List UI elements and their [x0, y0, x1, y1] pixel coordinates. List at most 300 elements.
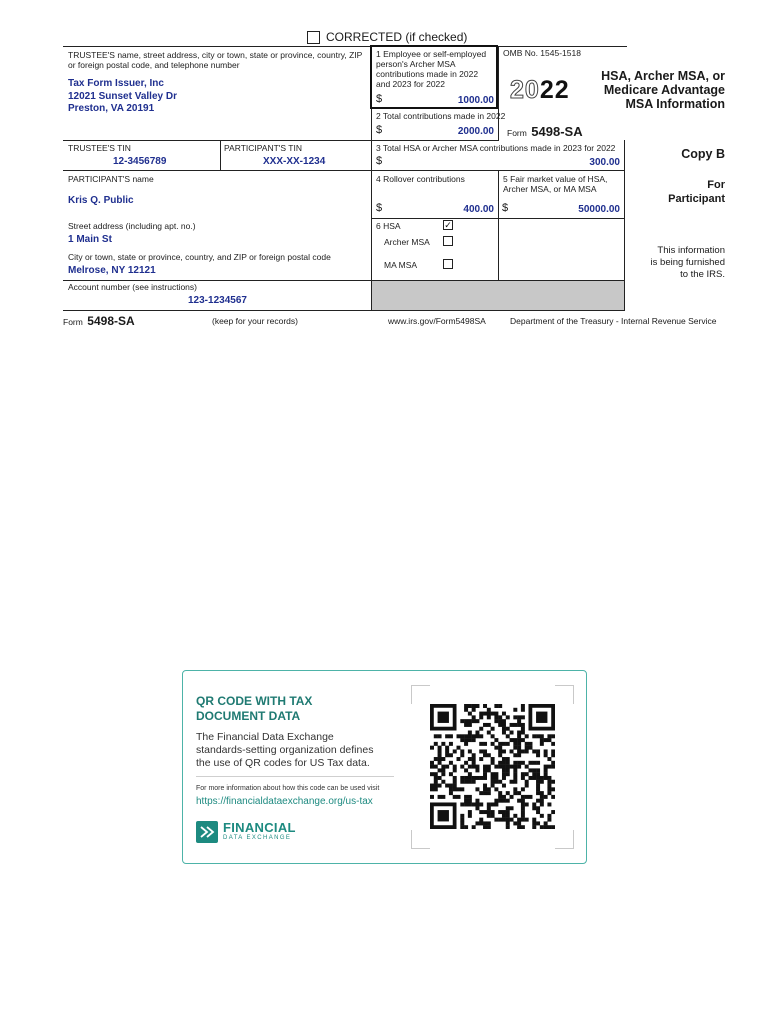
qr-module [453, 780, 457, 784]
qr-module [438, 734, 442, 738]
qr-module [494, 746, 498, 750]
qr-module [453, 765, 457, 769]
qr-module [510, 731, 514, 735]
qr-module [464, 825, 468, 829]
qr-module [498, 765, 502, 769]
box5-dollar: $ [502, 202, 509, 214]
qr-module [483, 723, 487, 727]
qr-module [483, 776, 487, 780]
qr-module [532, 825, 536, 829]
for-participant-label: Participant [668, 193, 725, 205]
box4-value: 400.00 [463, 204, 494, 215]
box6-mamsa-checkbox[interactable] [443, 259, 453, 269]
qr-module [460, 753, 464, 757]
qr-module [464, 719, 468, 723]
footer-form-id [63, 312, 135, 330]
qr-module [491, 772, 495, 776]
qr-module [502, 757, 506, 761]
qr-module [532, 806, 536, 810]
qr-module [464, 742, 468, 746]
qr-module [449, 761, 453, 765]
qr-module [513, 780, 517, 784]
qr-module [551, 765, 555, 769]
qr-module [551, 810, 555, 814]
qr-module [487, 825, 491, 829]
qr-module [491, 742, 495, 746]
qr-module [510, 818, 514, 822]
qr-module [547, 802, 551, 806]
qr-module [468, 704, 472, 708]
qr-module [513, 761, 517, 765]
qr-module [502, 772, 506, 776]
qr-module [483, 791, 487, 795]
shaded-box [372, 281, 624, 310]
qr-module [457, 734, 461, 738]
qr-module [498, 753, 502, 757]
box6-hsa-label: 6 HSA [376, 221, 401, 231]
qr-module [502, 810, 506, 814]
qr-module [472, 765, 476, 769]
qr-module [483, 768, 487, 772]
qr-module [513, 738, 517, 742]
box1-value: 1000.00 [457, 95, 494, 106]
qr-module [438, 768, 442, 772]
qr-module [438, 712, 449, 723]
qr-module [517, 761, 521, 765]
qr-module [460, 802, 464, 806]
furnished-notice [630, 245, 725, 281]
qr-module [525, 734, 529, 738]
qr-module [544, 749, 548, 753]
qr-module [494, 802, 498, 806]
qr-module [472, 708, 476, 712]
qr-module [453, 768, 457, 772]
qr-module [551, 795, 555, 799]
qr-code [430, 704, 555, 829]
qr-module [460, 780, 464, 784]
qr-module [472, 753, 476, 757]
qr-module [521, 818, 525, 822]
qr-module [487, 821, 491, 825]
qr-module [521, 708, 525, 712]
qr-module [491, 776, 495, 780]
qr-module [551, 753, 555, 757]
qr-desc-line1: The Financial Data Exchange [196, 731, 334, 743]
qr-module [536, 821, 540, 825]
qr-module [536, 780, 540, 784]
qr-module [460, 825, 464, 829]
qr-module [460, 765, 464, 769]
qr-frame-corner [411, 830, 430, 849]
qr-module [517, 738, 521, 742]
qr-module [498, 791, 502, 795]
qr-module [517, 734, 521, 738]
qr-module [475, 704, 479, 708]
rule-tin-bottom [63, 170, 625, 171]
qr-module [517, 731, 521, 735]
qr-module [441, 742, 445, 746]
qr-module [441, 772, 445, 776]
qr-module [472, 757, 476, 761]
qr-module [468, 772, 472, 776]
box3-label: 3 Total HSA or Archer MSA contributions made in 2023 for 2022 [376, 143, 616, 153]
qr-module [453, 795, 457, 799]
form-title [588, 69, 725, 111]
qr-module [434, 734, 438, 738]
qr-module [449, 787, 453, 791]
box2-dollar: $ [376, 124, 383, 136]
qr-module [494, 738, 498, 742]
qr-module [498, 715, 502, 719]
qr-module [449, 772, 453, 776]
form-word: Form [507, 128, 527, 138]
qr-module [464, 738, 468, 742]
qr-module [506, 727, 510, 731]
corrected-checkbox[interactable] [307, 31, 320, 44]
tax-year-bold: 22 [539, 76, 570, 104]
qr-module [494, 765, 498, 769]
qr-module [468, 802, 472, 806]
qr-module [506, 818, 510, 822]
qr-card [182, 670, 587, 864]
qr-module [483, 765, 487, 769]
participant-street-label: Street address (including apt. no.) [68, 221, 196, 231]
qr-module [525, 784, 529, 788]
qr-module [460, 776, 464, 780]
qr-module [475, 734, 479, 738]
qr-module [544, 825, 548, 829]
footer-url[interactable]: www.irs.gov/Form5498SA [388, 316, 486, 326]
qr-module [460, 738, 464, 742]
qr-module [479, 715, 483, 719]
qr-module [525, 746, 529, 750]
qr-module [547, 734, 551, 738]
qr-module [510, 780, 514, 784]
qr-module [540, 791, 544, 795]
qr-module [468, 776, 472, 780]
qr-module [491, 727, 495, 731]
qr-module [521, 761, 525, 765]
qr-module [472, 734, 476, 738]
qr-module [441, 768, 445, 772]
qr-module [468, 799, 472, 803]
qr-module [491, 784, 495, 788]
qr-module [513, 776, 517, 780]
qr-module [464, 802, 468, 806]
qr-module [430, 765, 434, 769]
qr-module [498, 780, 502, 784]
box5-value: 50000.00 [578, 204, 620, 215]
qr-module [479, 791, 483, 795]
qr-module [472, 738, 476, 742]
qr-module [506, 715, 510, 719]
trustee-label: TRUSTEE'S name, street address, city or town, state or province, country, ZIP or foreign postal code, and telephone number [68, 50, 363, 70]
copy-label: Copy B [681, 147, 725, 161]
qr-module [521, 814, 525, 818]
footer-form-word: Form [63, 317, 83, 327]
qr-module [517, 749, 521, 753]
qr-module [517, 715, 521, 719]
qr-module [464, 768, 468, 772]
qr-more-info: For more information about how this code can be used visit [196, 785, 380, 792]
qr-module [525, 818, 529, 822]
fdx-logo-icon [196, 821, 218, 843]
qr-module [532, 749, 536, 753]
qr-module [517, 799, 521, 803]
qr-module [468, 749, 472, 753]
qr-module [551, 780, 555, 784]
qr-module [460, 818, 464, 822]
qr-module [475, 802, 479, 806]
qr-module [468, 765, 472, 769]
notice-line1: This information [657, 245, 725, 256]
qr-module [544, 772, 548, 776]
qr-module [430, 772, 434, 776]
qr-module [487, 810, 491, 814]
qr-module [510, 749, 514, 753]
qr-module [547, 818, 551, 822]
qr-module [532, 734, 536, 738]
qr-card-divider [196, 776, 394, 777]
box6-mamsa-label: MA MSA [384, 260, 418, 270]
qr-title-line2: DOCUMENT DATA [196, 709, 301, 723]
qr-module [547, 787, 551, 791]
qr-card-title [196, 694, 312, 724]
qr-module [434, 772, 438, 776]
qr-module [540, 795, 544, 799]
footer-keep: (keep for your records) [212, 316, 298, 326]
qr-module [479, 802, 483, 806]
qr-module [487, 731, 491, 735]
qr-module [494, 799, 498, 803]
qr-module [506, 772, 510, 776]
qr-module [540, 780, 544, 784]
qr-module [472, 719, 476, 723]
qr-module [532, 818, 536, 822]
qr-module [487, 765, 491, 769]
qr-module [453, 787, 457, 791]
qr-module [434, 742, 438, 746]
qr-module [445, 734, 449, 738]
qr-module [464, 776, 468, 780]
box6-hsa-checkbox[interactable]: ✓ [444, 220, 452, 230]
qr-module [521, 825, 525, 829]
qr-title-line1: QR CODE WITH TAX [196, 694, 313, 708]
qr-module [464, 761, 468, 765]
form-title-line3: MSA Information [625, 97, 725, 111]
qr-module [457, 746, 461, 750]
qr-module [510, 738, 514, 742]
qr-module [464, 704, 468, 708]
qr-module [487, 712, 491, 716]
qr-module [532, 772, 536, 776]
participant-name: Kris Q. Public [68, 195, 134, 206]
qr-module [521, 731, 525, 735]
qr-module [430, 784, 434, 788]
qr-module [506, 806, 510, 810]
qr-module [494, 787, 498, 791]
box1-dollar: $ [376, 93, 383, 105]
box3-value: 300.00 [589, 157, 620, 168]
qr-module [491, 780, 495, 784]
qr-module [521, 806, 525, 810]
box5-label: 5 Fair market value of HSA, Archer MSA, or MA MSA [503, 174, 608, 194]
qr-module [532, 768, 536, 772]
qr-module [479, 712, 483, 716]
qr-module [547, 776, 551, 780]
qr-module [472, 761, 476, 765]
qr-module [453, 749, 457, 753]
box6-archer-label: Archer MSA [384, 237, 430, 247]
participant-tin: XXX-XX-1234 [263, 156, 326, 167]
qr-module [521, 776, 525, 780]
qr-module [491, 761, 495, 765]
qr-module [430, 787, 434, 791]
qr-module [536, 810, 540, 814]
qr-module [525, 780, 529, 784]
qr-module [532, 821, 536, 825]
qr-module [502, 765, 506, 769]
qr-module [547, 814, 551, 818]
participant-tin-label: PARTICIPANT'S TIN [224, 143, 302, 153]
qr-module [506, 814, 510, 818]
qr-module [468, 719, 472, 723]
qr-module [475, 776, 479, 780]
qr-module [502, 742, 506, 746]
qr-module [502, 776, 506, 780]
qr-module [468, 738, 472, 742]
qr-module [464, 780, 468, 784]
qr-link[interactable]: https://financialdataexchange.org/us-tax [196, 796, 373, 807]
qr-module [441, 757, 445, 761]
qr-module [498, 704, 502, 708]
qr-module [475, 768, 479, 772]
qr-module [498, 795, 502, 799]
qr-module [551, 749, 555, 753]
qr-module [434, 776, 438, 780]
qr-module [544, 776, 548, 780]
qr-module [506, 799, 510, 803]
qr-module [483, 712, 487, 716]
qr-module [438, 746, 442, 750]
qr-module [498, 799, 502, 803]
qr-module [510, 723, 514, 727]
qr-module [513, 753, 517, 757]
qr-module [460, 821, 464, 825]
qr-module [487, 723, 491, 727]
qr-module [464, 795, 468, 799]
for-label: For [707, 179, 725, 191]
qr-module [513, 715, 517, 719]
trustee-tin: 12-3456789 [113, 156, 167, 167]
qr-module [441, 765, 445, 769]
qr-module [491, 810, 495, 814]
qr-module [521, 738, 525, 742]
qr-module [544, 753, 548, 757]
qr-module [525, 795, 529, 799]
qr-module [468, 795, 472, 799]
form-title-line2: Medicare Advantage [603, 83, 725, 97]
trustee-city: Preston, VA 20191 [68, 103, 155, 114]
qr-module [536, 761, 540, 765]
qr-module [494, 715, 498, 719]
qr-module [544, 738, 548, 742]
qr-module [551, 787, 555, 791]
qr-module [540, 742, 544, 746]
qr-module [547, 765, 551, 769]
qr-module [487, 768, 491, 772]
qr-module [551, 825, 555, 829]
qr-module [494, 818, 498, 822]
qr-module [472, 704, 476, 708]
qr-module [472, 825, 476, 829]
qr-module [468, 757, 472, 761]
qr-module [506, 810, 510, 814]
qr-module [502, 712, 506, 716]
qr-module [460, 814, 464, 818]
qr-module [528, 768, 532, 772]
form-number: 5498-SA [531, 124, 583, 139]
qr-module [487, 814, 491, 818]
qr-module [506, 765, 510, 769]
qr-module [457, 787, 461, 791]
qr-module [487, 802, 491, 806]
box2-value: 2000.00 [457, 126, 494, 137]
qr-module [506, 825, 510, 829]
qr-module [521, 795, 525, 799]
qr-module [502, 799, 506, 803]
qr-module [513, 791, 517, 795]
qr-module [475, 719, 479, 723]
qr-module [536, 734, 540, 738]
qr-module [525, 742, 529, 746]
qr-module [483, 787, 487, 791]
account-number: 123-1234567 [188, 295, 247, 306]
qr-module [483, 772, 487, 776]
qr-module [487, 791, 491, 795]
qr-module [547, 738, 551, 742]
qr-module [475, 799, 479, 803]
qr-module [483, 784, 487, 788]
qr-module [494, 780, 498, 784]
qr-module [491, 712, 495, 716]
qr-module [517, 821, 521, 825]
qr-module [498, 746, 502, 750]
qr-module [449, 742, 453, 746]
box6-archer-checkbox[interactable] [443, 236, 453, 246]
qr-module [502, 761, 506, 765]
qr-module [536, 712, 547, 723]
qr-module [472, 776, 476, 780]
qr-module [487, 715, 491, 719]
qr-module [434, 757, 438, 761]
qr-module [536, 799, 540, 803]
qr-module [536, 776, 540, 780]
participant-name-label: PARTICIPANT'S name [68, 174, 154, 184]
footer-dept: Department of the Treasury - Internal Revenue Service [510, 316, 717, 326]
qr-module [487, 753, 491, 757]
qr-module [521, 787, 525, 791]
qr-module [479, 727, 483, 731]
qr-module [494, 704, 498, 708]
qr-module [517, 825, 521, 829]
qr-module [434, 780, 438, 784]
qr-module [521, 799, 525, 803]
qr-module [483, 753, 487, 757]
qr-module [438, 795, 442, 799]
qr-module [460, 719, 464, 723]
tax-year [510, 76, 570, 105]
